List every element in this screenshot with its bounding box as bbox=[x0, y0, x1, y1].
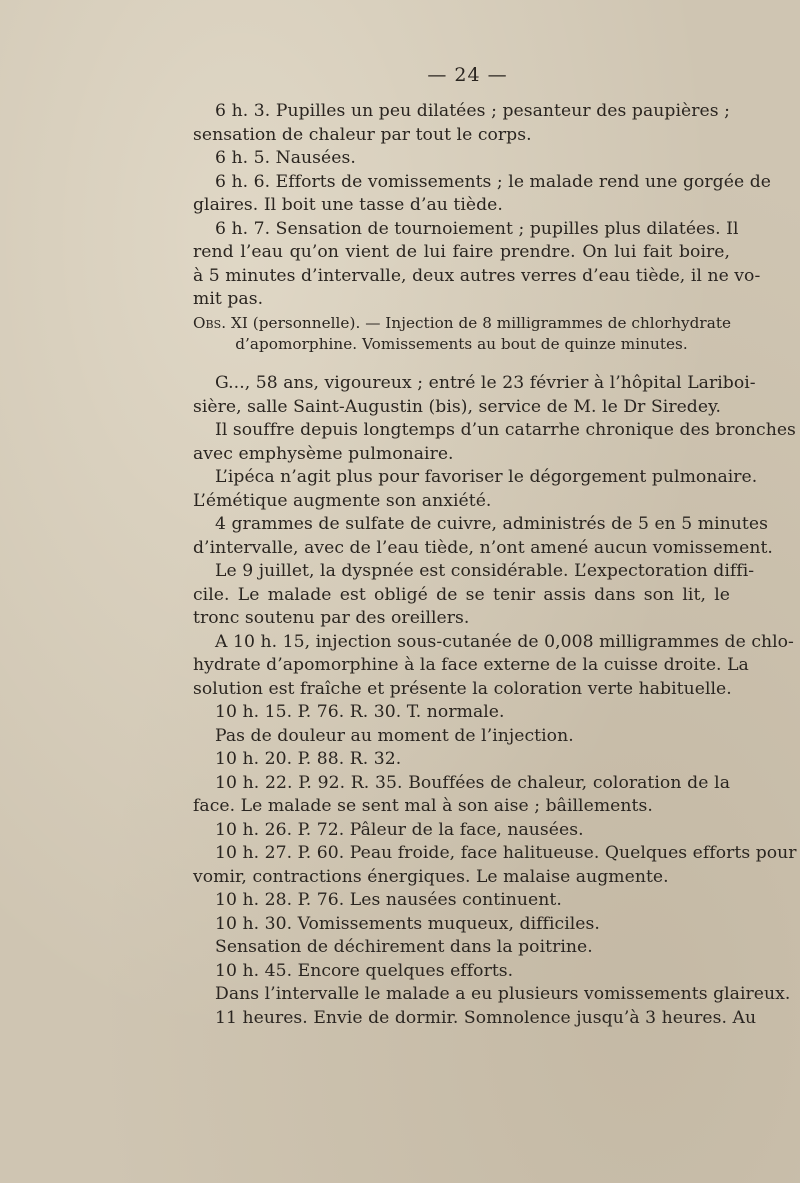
text-line: L’émétique augmente son anxiété. bbox=[193, 490, 492, 511]
observation-title-line bbox=[193, 313, 730, 334]
text-line: glaires. Il boit une tasse d’au tiède. bbox=[193, 195, 503, 215]
obs-title-rest: . XI (personnelle). — Injection de 8 milligrammes de chlorhydrate bbox=[221, 314, 732, 332]
text-line: 10 h. 27. P. 60. Peau froide, face halitueuse. Quelques efforts pour bbox=[215, 843, 797, 863]
text-line: avec emphysème pulmonaire. bbox=[193, 443, 454, 464]
text-line: 10 h. 20. P. 88. R. 32. bbox=[215, 749, 402, 769]
text-line: 10 h. 26. P. 72. Pâleur de la face, nausées. bbox=[215, 819, 584, 840]
obs-abbrev: Obs bbox=[193, 314, 222, 332]
text-line: 10 h. 45. Encore quelques efforts. bbox=[215, 960, 514, 981]
page-number: — 24 — bbox=[427, 64, 508, 86]
text-line: G..., 58 ans, vigoureux ; entré le 23 février à l’hôpital Lariboi- bbox=[215, 373, 756, 393]
observation-continuation bbox=[193, 100, 771, 312]
text-line: à 5 minutes d’intervalle, deux autres verres d’eau tiède, il ne vo- bbox=[193, 265, 761, 286]
text-line: sière, salle Saint-Augustin (bis), service de M. le Dr Siredey. bbox=[193, 396, 722, 417]
text-line: 6 h. 6. Efforts de vomissements ; le malade rend une gorgée de bbox=[215, 171, 771, 192]
text-line: 10 h. 22. P. 92. R. 35. Bouffées de chaleur, coloration de la bbox=[215, 772, 730, 793]
text-line: Pas de douleur au moment de l’injection. bbox=[215, 725, 574, 746]
text-line: hydrate d’apomorphine à la face externe de la cuisse droite. La bbox=[193, 655, 749, 675]
observation-body bbox=[193, 372, 797, 1030]
text-line: L’ipéca n’agit plus pour favoriser le dégorgement pulmonaire. bbox=[215, 467, 758, 487]
text-line: A 10 h. 15, injection sous-cutanée de 0,008 milligrammes de chlo- bbox=[215, 631, 794, 652]
text-line: 6 h. 7. Sensation de tournoiement ; pupilles plus dilatées. Il bbox=[215, 218, 739, 239]
text-line: Dans l’intervalle le malade a eu plusieurs vomissements glaireux. bbox=[215, 984, 791, 1004]
text-line: Sensation de déchirement dans la poitrine. bbox=[215, 937, 593, 957]
page-number-header bbox=[0, 64, 800, 86]
text-line: rend l’eau qu’on vient de lui faire prendre. On lui fait boire, bbox=[193, 242, 730, 262]
text-line: Le 9 juillet, la dyspnée est considérable. L’expectoration diffi- bbox=[215, 561, 755, 581]
text-line: 6 h. 3. Pupilles un peu dilatées ; pesanteur des paupières ; bbox=[215, 101, 730, 121]
text-line: 4 grammes de sulfate de cuivre, administrés de 5 en 5 minutes bbox=[215, 514, 768, 534]
text-line: 10 h. 28. P. 76. Les nausées continuent. bbox=[215, 890, 562, 910]
text-line: mit pas. bbox=[193, 289, 264, 309]
text-line: tronc soutenu par des oreillers. bbox=[193, 608, 470, 628]
text-line: solution est fraîche et présente la coloration verte habituelle. bbox=[193, 678, 732, 699]
text-line: 11 heures. Envie de dormir. Somnolence jusqu’à 3 heures. Au bbox=[215, 1007, 757, 1028]
text-line: vomir, contractions énergiques. Le malaise augmente. bbox=[193, 866, 669, 887]
text-line: 10 h. 30. Vomissements muqueux, difficiles. bbox=[215, 913, 600, 934]
text-line: face. Le malade se sent mal à son aise ; bâillements. bbox=[193, 796, 653, 816]
text-line: Il souffre depuis longtemps d’un catarrhe chronique des bronches bbox=[215, 420, 796, 440]
text-line: sensation de chaleur par tout le corps. bbox=[193, 124, 532, 145]
observation-title bbox=[193, 313, 730, 355]
observation-title-line: d’apomorphine. Vomissements au bout de quinze minutes. bbox=[235, 335, 688, 353]
text-line: 10 h. 15. P. 76. R. 30. T. normale. bbox=[215, 702, 505, 722]
text-line: cile. Le malade est obligé de se tenir assis dans son lit, le bbox=[193, 584, 730, 605]
text-line: d’intervalle, avec de l’eau tiède, n’ont amené aucun vomissement. bbox=[193, 537, 773, 558]
text-line: 6 h. 5. Nausées. bbox=[215, 148, 356, 168]
